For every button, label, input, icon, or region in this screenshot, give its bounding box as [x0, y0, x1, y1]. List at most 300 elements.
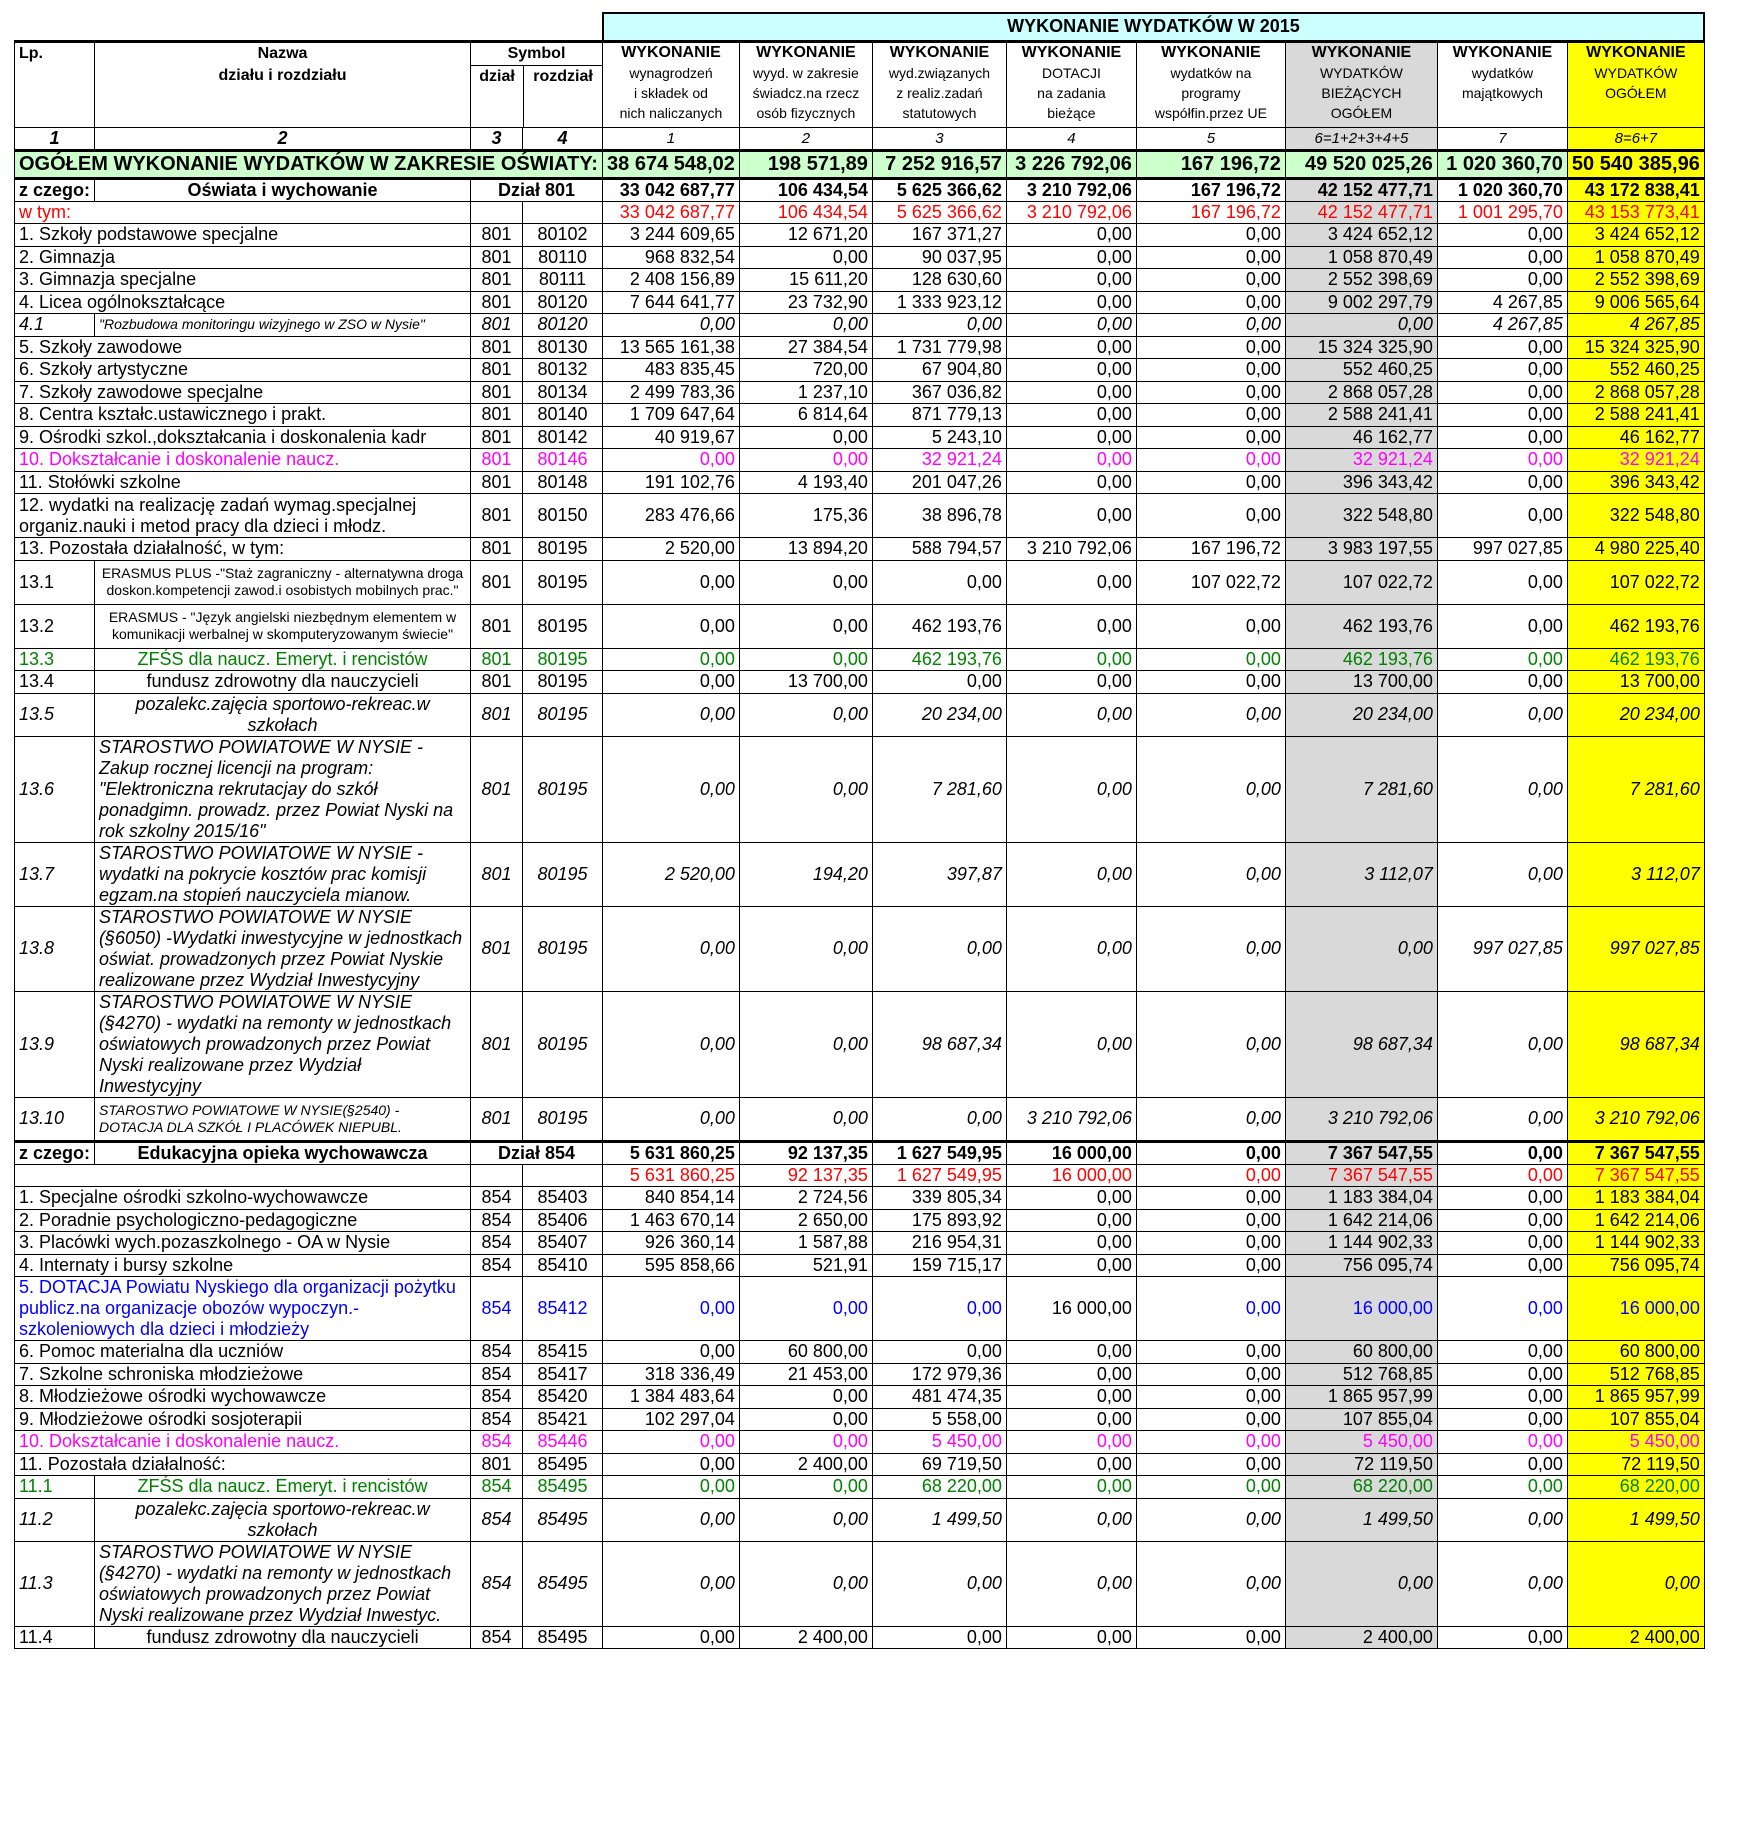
row-value-col-7: 0,00 — [1437, 1277, 1567, 1341]
row-value-col-4: 0,00 — [1006, 359, 1136, 382]
header-col-3-line3: z realiz.zadań — [896, 84, 983, 101]
row-value-col-8: 72 119,50 — [1567, 1453, 1704, 1476]
row-value-col-7: 0,00 — [1437, 471, 1567, 494]
row-value-col-7: 0,00 — [1437, 1476, 1567, 1499]
table-row — [15, 426, 1705, 449]
row-value-col-6: 3 983 197,55 — [1285, 538, 1437, 561]
row-value-col-7: 0,00 — [1437, 224, 1567, 247]
row-value-col-5: 167 196,72 — [1136, 178, 1285, 201]
row-value-col-3: 1 333 923,12 — [872, 291, 1006, 314]
row-rozdzial: 85417 — [523, 1363, 603, 1386]
row-value-col-1: 5 631 860,25 — [603, 1141, 740, 1164]
row-lp: 1. Szkoły podstawowe specjalne — [15, 224, 471, 247]
row-value-col-4: 0,00 — [1006, 471, 1136, 494]
row-rozdzial: 85415 — [523, 1341, 603, 1364]
row-value-col-8: 396 343,42 — [1567, 471, 1704, 494]
row-value-col-6: 49 520 025,26 — [1285, 150, 1437, 178]
row-rozdzial — [523, 201, 603, 224]
row-value-col-5: 0,00 — [1136, 648, 1285, 671]
row-value-col-6: 396 343,42 — [1285, 471, 1437, 494]
row-value-col-6: 462 193,76 — [1285, 648, 1437, 671]
row-value-col-3: 159 715,17 — [872, 1254, 1006, 1277]
row-value-col-6: 3 112,07 — [1285, 842, 1437, 906]
row-value-col-4: 0,00 — [1006, 426, 1136, 449]
header-col-7-line1: WYKONANIE — [1452, 43, 1553, 61]
row-value-col-5: 0,00 — [1136, 842, 1285, 906]
row-rozdzial: 80195 — [523, 560, 603, 604]
row-value-col-4: 3 210 792,06 — [1006, 1097, 1136, 1141]
index-cell-2: 2 — [95, 127, 471, 150]
row-value-col-4: 0,00 — [1006, 1209, 1136, 1232]
header-col-4-line4: bieżące — [1047, 104, 1096, 121]
row-value-col-8: 1 865 957,99 — [1567, 1386, 1704, 1409]
row-value-col-5: 0,00 — [1136, 224, 1285, 247]
row-value-col-5: 0,00 — [1136, 1453, 1285, 1476]
row-value-col-7: 1 020 360,70 — [1437, 178, 1567, 201]
row-value-col-6: 5 450,00 — [1285, 1431, 1437, 1454]
row-rozdzial: 85495 — [523, 1476, 603, 1499]
row-name: STAROSTWO POWIATOWE W NYSIE (§4270) - wydatki na remonty w jednostkach oświatowych prowadzonych przez Powiat Nyski realizowane przez Wydział Inwestyc. — [95, 1541, 471, 1626]
row-value-col-1: 1 709 647,64 — [603, 404, 740, 427]
row-value-col-5: 0,00 — [1136, 1431, 1285, 1454]
row-value-col-6: 2 400,00 — [1285, 1626, 1437, 1649]
row-rozdzial: 80120 — [523, 314, 603, 337]
row-dzial: 801 — [471, 404, 523, 427]
row-value-col-1: 5 631 860,25 — [603, 1164, 740, 1187]
row-value-col-5: 107 022,72 — [1136, 560, 1285, 604]
row-value-col-6: 107 022,72 — [1285, 560, 1437, 604]
table-title: WYKONANIE WYDATKÓW W 2015 — [603, 13, 1705, 41]
row-value-col-4: 0,00 — [1006, 336, 1136, 359]
row-rozdzial: 80195 — [523, 671, 603, 694]
row-lp: 2. Gimnazja — [15, 246, 471, 269]
row-lp: 11.3 — [15, 1541, 95, 1626]
header-col-3-line4: statutowych — [902, 104, 977, 121]
row-value-col-3: 167 371,27 — [872, 224, 1006, 247]
row-value-col-7: 0,00 — [1437, 381, 1567, 404]
row-value-col-1: 2 499 783,36 — [603, 381, 740, 404]
row-value-col-6: 2 588 241,41 — [1285, 404, 1437, 427]
row-value-col-7: 0,00 — [1437, 1141, 1567, 1164]
row-value-col-3: 98 687,34 — [872, 991, 1006, 1097]
row-value-col-3: 68 220,00 — [872, 1476, 1006, 1499]
row-value-col-7: 0,00 — [1437, 604, 1567, 648]
row-lp: 13.1 — [15, 560, 95, 604]
row-value-col-4: 0,00 — [1006, 671, 1136, 694]
row-value-col-6: 32 921,24 — [1285, 449, 1437, 472]
row-value-col-1: 191 102,76 — [603, 471, 740, 494]
row-value-col-3: 7 252 916,57 — [872, 150, 1006, 178]
row-value-col-7: 0,00 — [1437, 648, 1567, 671]
row-value-col-5: 0,00 — [1136, 1386, 1285, 1409]
row-lp: w tym: — [15, 201, 471, 224]
row-rozdzial: 80195 — [523, 538, 603, 561]
row-value-col-7: 0,00 — [1437, 1254, 1567, 1277]
row-value-col-6: 1 144 902,33 — [1285, 1232, 1437, 1255]
header-col-3-line1: WYKONANIE — [889, 43, 990, 61]
row-value-col-3: 5 243,10 — [872, 426, 1006, 449]
row-value-col-2: 0,00 — [739, 1408, 872, 1431]
row-value-col-3: 5 625 366,62 — [872, 178, 1006, 201]
header-col-4-line1: WYKONANIE — [1021, 43, 1122, 61]
row-value-col-7: 0,00 — [1437, 736, 1567, 842]
header-col-1-line3: i składek od — [634, 84, 708, 101]
row-value-col-6: 9 002 297,79 — [1285, 291, 1437, 314]
row-dzial: 854 — [471, 1363, 523, 1386]
row-value-col-4: 0,00 — [1006, 736, 1136, 842]
header-col-6-line2: WYDATKÓW — [1319, 64, 1403, 81]
row-lp: 11. Stołówki szkolne — [15, 471, 471, 494]
row-value-col-1: 968 832,54 — [603, 246, 740, 269]
row-name: STAROSTWO POWIATOWE W NYSIE(§2540) - DOTACJA DLA SZKÓŁ I PLACÓWEK NIEPUBL. — [95, 1097, 471, 1141]
row-value-col-8: 7 367 547,55 — [1567, 1164, 1704, 1187]
row-value-col-3: 481 474,35 — [872, 1386, 1006, 1409]
table-row — [15, 359, 1705, 382]
row-value-col-1: 33 042 687,77 — [603, 178, 740, 201]
row-name: fundusz zdrowotny dla nauczycieli — [95, 671, 471, 694]
row-value-col-7: 0,00 — [1437, 693, 1567, 736]
row-value-col-5: 0,00 — [1136, 1097, 1285, 1141]
header-dzial: dział — [471, 66, 524, 127]
row-value-col-1: 102 297,04 — [603, 1408, 740, 1431]
row-value-col-3: 588 794,57 — [872, 538, 1006, 561]
row-lp: 6. Szkoły artystyczne — [15, 359, 471, 382]
row-value-col-7: 4 267,85 — [1437, 314, 1567, 337]
row-value-col-4: 0,00 — [1006, 494, 1136, 538]
row-dzial: 801 — [471, 246, 523, 269]
row-value-col-7: 0,00 — [1437, 269, 1567, 292]
row-rozdzial: 85446 — [523, 1431, 603, 1454]
row-dzial: 801 — [471, 648, 523, 671]
row-value-col-2: 0,00 — [739, 426, 872, 449]
row-value-col-1: 0,00 — [603, 671, 740, 694]
row-value-col-2: 2 650,00 — [739, 1209, 872, 1232]
header-col-3-line2: wyd.związanych — [888, 64, 990, 81]
table-row — [15, 1408, 1705, 1431]
row-value-col-6: 15 324 325,90 — [1285, 336, 1437, 359]
row-value-col-2: 60 800,00 — [739, 1341, 872, 1364]
row-value-col-3: 0,00 — [872, 906, 1006, 991]
row-value-col-5: 0,00 — [1136, 671, 1285, 694]
row-value-col-1: 318 336,49 — [603, 1363, 740, 1386]
row-value-col-4: 0,00 — [1006, 693, 1136, 736]
row-name: ZFŚS dla naucz. Emeryt. i rencistów — [95, 648, 471, 671]
row-value-col-1: 2 520,00 — [603, 842, 740, 906]
table-row — [15, 538, 1705, 561]
row-symbol: Dział 801 — [471, 178, 603, 201]
table-row — [15, 1626, 1705, 1649]
row-value-col-1: 0,00 — [603, 449, 740, 472]
index-cell-1: 1 — [15, 127, 95, 150]
header-col-4 — [1006, 41, 1136, 127]
row-rozdzial: 85420 — [523, 1386, 603, 1409]
table-row — [15, 246, 1705, 269]
row-value-col-1: 483 835,45 — [603, 359, 740, 382]
row-value-col-6: 3 424 652,12 — [1285, 224, 1437, 247]
row-rozdzial: 80148 — [523, 471, 603, 494]
row-value-col-5: 0,00 — [1136, 1277, 1285, 1341]
table-row — [15, 693, 1705, 736]
row-value-col-8: 322 548,80 — [1567, 494, 1704, 538]
row-value-col-3: 7 281,60 — [872, 736, 1006, 842]
row-value-col-5: 0,00 — [1136, 269, 1285, 292]
row-lp: 13. Pozostała działalność, w tym: — [15, 538, 471, 561]
row-lp: 5. DOTACJA Powiatu Nyskiego dla organizacji pożytku publicz.na organizacje obozów wypoczyn.-szkoleniowych dla dzieci i młodzieży — [15, 1277, 471, 1341]
row-value-col-5: 167 196,72 — [1136, 201, 1285, 224]
row-value-col-5: 0,00 — [1136, 1476, 1285, 1499]
index-cell-3: 3 — [471, 127, 523, 150]
row-value-col-4: 16 000,00 — [1006, 1141, 1136, 1164]
row-value-col-1: 0,00 — [603, 1476, 740, 1499]
row-dzial — [471, 201, 523, 224]
row-value-col-1: 3 244 609,65 — [603, 224, 740, 247]
row-value-col-5: 0,00 — [1136, 1341, 1285, 1364]
table-row — [15, 1453, 1705, 1476]
row-lp: 7. Szkolne schroniska młodzieżowe — [15, 1363, 471, 1386]
row-value-col-8: 43 153 773,41 — [1567, 201, 1704, 224]
row-dzial: 854 — [471, 1626, 523, 1649]
row-lp: 8. Centra kształc.ustawicznego i prakt. — [15, 404, 471, 427]
row-lp: 13.3 — [15, 648, 95, 671]
row-value-col-6: 1 499,50 — [1285, 1498, 1437, 1541]
row-lp: z czego: — [15, 178, 95, 201]
row-value-col-4: 0,00 — [1006, 1408, 1136, 1431]
row-value-col-2: 106 434,54 — [739, 178, 872, 201]
row-value-col-8: 2 868 057,28 — [1567, 381, 1704, 404]
row-name: STAROSTWO POWIATOWE W NYSIE (§6050) -Wydatki inwestycyjne w jednostkach oświat. prowadzonych przez Powiat Nyskie realizowane przez Wydział Inwestycyjny — [95, 906, 471, 991]
header-col-1 — [603, 41, 740, 127]
row-value-col-1: 2 520,00 — [603, 538, 740, 561]
row-value-col-6: 68 220,00 — [1285, 1476, 1437, 1499]
row-value-col-8: 3 210 792,06 — [1567, 1097, 1704, 1141]
row-value-col-2: 1 237,10 — [739, 381, 872, 404]
row-value-col-3: 5 450,00 — [872, 1431, 1006, 1454]
row-value-col-4: 0,00 — [1006, 404, 1136, 427]
index-cell-11: 7 — [1437, 127, 1567, 150]
row-name: "Rozbudowa monitoringu wizyjnego w ZSO w Nysie" — [95, 314, 471, 337]
row-value-col-8: 50 540 385,96 — [1567, 150, 1704, 178]
table-row — [15, 494, 1705, 538]
row-value-col-2: 0,00 — [739, 314, 872, 337]
row-value-col-7: 0,00 — [1437, 1431, 1567, 1454]
row-value-col-8: 68 220,00 — [1567, 1476, 1704, 1499]
row-value-col-1: 595 858,66 — [603, 1254, 740, 1277]
row-value-col-4: 16 000,00 — [1006, 1164, 1136, 1187]
header-col-1-line4: nich naliczanych — [619, 104, 723, 121]
row-value-col-7: 0,00 — [1437, 1453, 1567, 1476]
row-value-col-1: 0,00 — [603, 1277, 740, 1341]
row-value-col-5: 0,00 — [1136, 449, 1285, 472]
row-value-col-2: 0,00 — [739, 1097, 872, 1141]
header-col-2-line1: WYKONANIE — [756, 43, 856, 61]
row-value-col-5: 0,00 — [1136, 1209, 1285, 1232]
index-cell-4: 4 — [523, 127, 603, 150]
row-value-col-3: 201 047,26 — [872, 471, 1006, 494]
row-value-col-4: 0,00 — [1006, 1626, 1136, 1649]
row-value-col-7: 1 001 295,70 — [1437, 201, 1567, 224]
row-value-col-2: 0,00 — [739, 246, 872, 269]
header-col-7-line3: majątkowych — [1461, 84, 1543, 101]
row-value-col-2: 0,00 — [739, 648, 872, 671]
row-lp: 13.2 — [15, 604, 95, 648]
row-value-col-8: 3 424 652,12 — [1567, 224, 1704, 247]
table-row — [15, 1341, 1705, 1364]
row-value-col-2: 0,00 — [739, 1476, 872, 1499]
row-value-col-7: 0,00 — [1437, 1187, 1567, 1210]
row-value-col-2: 2 400,00 — [739, 1626, 872, 1649]
header-col-5 — [1136, 41, 1285, 127]
row-value-col-5: 0,00 — [1136, 426, 1285, 449]
row-rozdzial: 85495 — [523, 1626, 603, 1649]
row-value-col-1: 0,00 — [603, 1541, 740, 1626]
row-value-col-6: 322 548,80 — [1285, 494, 1437, 538]
row-lp — [15, 1164, 471, 1187]
row-value-col-2: 6 814,64 — [739, 404, 872, 427]
row-lp: 8. Młodzieżowe ośrodki wychowawcze — [15, 1386, 471, 1409]
index-cell-9: 5 — [1136, 127, 1285, 150]
row-value-col-5: 0,00 — [1136, 494, 1285, 538]
row-value-col-3: 38 896,78 — [872, 494, 1006, 538]
header-col-2 — [739, 41, 872, 127]
row-value-col-8: 107 022,72 — [1567, 560, 1704, 604]
row-value-col-2: 106 434,54 — [739, 201, 872, 224]
row-lp: 11.4 — [15, 1626, 95, 1649]
row-value-col-6: 512 768,85 — [1285, 1363, 1437, 1386]
row-value-col-6: 46 162,77 — [1285, 426, 1437, 449]
row-value-col-8: 1 144 902,33 — [1567, 1232, 1704, 1255]
row-dzial: 801 — [471, 736, 523, 842]
row-value-col-1: 840 854,14 — [603, 1187, 740, 1210]
row-value-col-2: 720,00 — [739, 359, 872, 382]
row-rozdzial: 80195 — [523, 648, 603, 671]
row-value-col-4: 0,00 — [1006, 906, 1136, 991]
row-value-col-8: 60 800,00 — [1567, 1341, 1704, 1364]
row-dzial: 801 — [471, 560, 523, 604]
header-col-8-line1: WYKONANIE — [1586, 43, 1686, 61]
row-value-col-6: 0,00 — [1285, 1541, 1437, 1626]
row-value-col-6: 13 700,00 — [1285, 671, 1437, 694]
row-value-col-6: 16 000,00 — [1285, 1277, 1437, 1341]
table-row — [15, 671, 1705, 694]
row-value-col-4: 0,00 — [1006, 842, 1136, 906]
row-value-col-1: 0,00 — [603, 648, 740, 671]
row-value-col-3: 69 719,50 — [872, 1453, 1006, 1476]
row-value-col-6: 42 152 477,71 — [1285, 178, 1437, 201]
row-value-col-6: 7 367 547,55 — [1285, 1141, 1437, 1164]
row-lp: 10. Dokształcanie i doskonalenie naucz. — [15, 449, 471, 472]
table-row — [15, 1254, 1705, 1277]
row-value-col-5: 0,00 — [1136, 291, 1285, 314]
row-value-col-7: 0,00 — [1437, 1341, 1567, 1364]
row-value-col-1: 7 644 641,77 — [603, 291, 740, 314]
row-value-col-4: 0,00 — [1006, 314, 1136, 337]
row-value-col-3: 1 731 779,98 — [872, 336, 1006, 359]
row-rozdzial — [523, 1164, 603, 1187]
row-value-col-6: 0,00 — [1285, 314, 1437, 337]
header-col-1-line2: wynagrodzeń — [629, 64, 713, 81]
header-col-2-line2: wyyd. w zakresie — [753, 64, 859, 81]
row-rozdzial: 85495 — [523, 1453, 603, 1476]
row-lp: 13.7 — [15, 842, 95, 906]
row-rozdzial: 80134 — [523, 381, 603, 404]
row-lp: z czego: — [15, 1141, 95, 1164]
row-value-col-1: 0,00 — [603, 1453, 740, 1476]
row-value-col-7: 1 020 360,70 — [1437, 150, 1567, 178]
index-cell-5: 1 — [603, 127, 740, 150]
row-value-col-6: 756 095,74 — [1285, 1254, 1437, 1277]
row-value-col-6: 7 367 547,55 — [1285, 1164, 1437, 1187]
header-col-1-line1: WYKONANIE — [621, 43, 721, 61]
row-value-col-3: 1 627 549,95 — [872, 1141, 1006, 1164]
row-value-col-8: 7 281,60 — [1567, 736, 1704, 842]
row-value-col-4: 16 000,00 — [1006, 1277, 1136, 1341]
row-lp: 9. Ośrodki szkol.,dokształcania i doskonalenia kadr — [15, 426, 471, 449]
row-value-col-7: 0,00 — [1437, 671, 1567, 694]
row-value-col-4: 0,00 — [1006, 1187, 1136, 1210]
row-value-col-5: 0,00 — [1136, 1187, 1285, 1210]
row-value-col-2: 0,00 — [739, 560, 872, 604]
row-lp: 11.2 — [15, 1498, 95, 1541]
row-value-col-4: 0,00 — [1006, 1254, 1136, 1277]
row-value-col-1: 0,00 — [603, 906, 740, 991]
row-value-col-2: 194,20 — [739, 842, 872, 906]
row-value-col-3: 32 921,24 — [872, 449, 1006, 472]
row-value-col-2: 92 137,35 — [739, 1141, 872, 1164]
row-value-col-4: 0,00 — [1006, 991, 1136, 1097]
table-row — [15, 1164, 1705, 1187]
header-rozdzial: rozdział — [533, 67, 593, 85]
row-value-col-6: 0,00 — [1285, 906, 1437, 991]
row-rozdzial: 85407 — [523, 1232, 603, 1255]
row-value-col-4: 0,00 — [1006, 604, 1136, 648]
row-value-col-6: 2 552 398,69 — [1285, 269, 1437, 292]
row-dzial: 801 — [471, 604, 523, 648]
row-value-col-3: 462 193,76 — [872, 648, 1006, 671]
row-value-col-8: 2 588 241,41 — [1567, 404, 1704, 427]
header-col-7 — [1437, 41, 1567, 127]
row-name: ZFŚS dla naucz. Emeryt. i rencistów — [95, 1476, 471, 1499]
row-value-col-2: 521,91 — [739, 1254, 872, 1277]
row-name: fundusz zdrowotny dla nauczycieli — [95, 1626, 471, 1649]
row-value-col-5: 0,00 — [1136, 1363, 1285, 1386]
row-value-col-6: 60 800,00 — [1285, 1341, 1437, 1364]
row-value-col-7: 4 267,85 — [1437, 291, 1567, 314]
row-dzial: 854 — [471, 1498, 523, 1541]
row-rozdzial: 80195 — [523, 1097, 603, 1141]
row-value-col-8: 20 234,00 — [1567, 693, 1704, 736]
table-row — [15, 201, 1705, 224]
row-value-col-5: 0,00 — [1136, 471, 1285, 494]
row-dzial: 854 — [471, 1254, 523, 1277]
row-value-col-3: 367 036,82 — [872, 381, 1006, 404]
row-lp: 13.4 — [15, 671, 95, 694]
row-lp: 3. Placówki wych.pozaszkolnego - OA w Nysie — [15, 1232, 471, 1255]
row-value-col-3: 5 625 366,62 — [872, 201, 1006, 224]
row-value-col-6: 3 210 792,06 — [1285, 1097, 1437, 1141]
row-value-col-5: 0,00 — [1136, 1141, 1285, 1164]
row-value-col-5: 0,00 — [1136, 604, 1285, 648]
table-row — [15, 842, 1705, 906]
row-name: Edukacyjna opieka wychowawcza — [95, 1141, 471, 1164]
row-value-col-5: 0,00 — [1136, 1626, 1285, 1649]
index-cell-7: 3 — [872, 127, 1006, 150]
row-value-col-5: 0,00 — [1136, 336, 1285, 359]
table-row — [15, 404, 1705, 427]
row-value-col-7: 0,00 — [1437, 336, 1567, 359]
table-row — [15, 291, 1705, 314]
row-value-col-2: 21 453,00 — [739, 1363, 872, 1386]
row-dzial: 801 — [471, 538, 523, 561]
